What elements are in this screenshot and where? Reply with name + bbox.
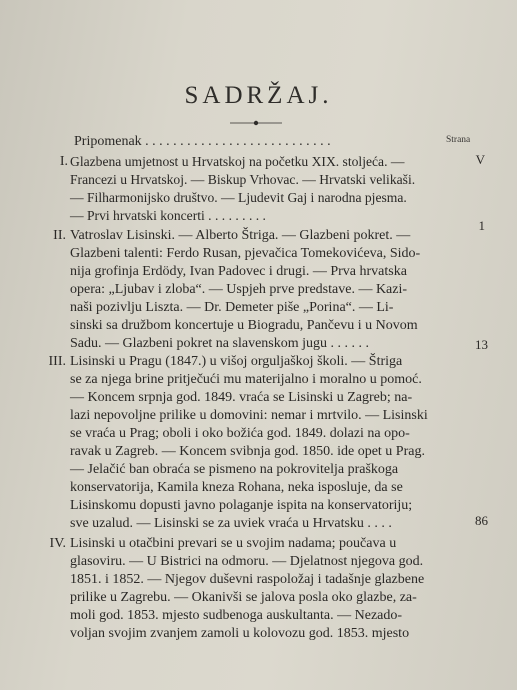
chapter-line: Lisinski u otačbini prevari se u svojim nadama; poučava u [70, 536, 397, 551]
chapter-line: sinski sa družbom koncertuje u Biogradu, Pančevu i u Novom [70, 318, 418, 333]
chapter-line: sve uzalud. — Lisinski se za uviek vraća u Hrvatsku . . . . [70, 516, 392, 531]
chapter-line: Lisinskomu dopusti javno polaganje ispita na konservatoriju; [70, 498, 413, 513]
chapter-line: naši pozivlju Liszta. — Dr. Demeter piše „Porina“. — Li- [70, 300, 394, 315]
chapter-line: — Koncem srpnja god. 1849. vraća se Lisinski u Zagreb; na- [70, 390, 413, 405]
chapter-line: ravak u Zagreb. — Koncem svibnja god. 1850. ide opet u Prag. [70, 444, 425, 459]
chapter-number: III. [48, 354, 66, 369]
page-title: SADRŽAJ. [184, 82, 333, 109]
chapter-line: nija grofinja Erdödy, Ivan Padovec i drugi. — Prva hrvatska [70, 264, 407, 279]
chapter-line: voljan svojim zvanjem zamoli u kolovozu god. 1853. mjesto [70, 626, 410, 641]
chapter-line: Glazbena umjetnost u Hrvatskoj na početku XIX. stoljeća. — [70, 154, 405, 169]
chapter-line: konservatorija, Kamila kneza Rohana, neka isposluje, da se [70, 480, 403, 495]
chapter-number: I. [59, 154, 68, 169]
chapter-line: — Prvi hrvatski koncerti . . . . . . . . . [70, 208, 266, 223]
chapter-line: se vraća u Prag; oboli i oko božića god. 1849. dolazi na opo- [70, 426, 410, 441]
chapter-line: opera: „Ljubav i zloba“. — Uspjeh prve predstave. — Kazi- [70, 282, 408, 297]
chapter-line: se za njega brine pritječući mu materijalno i moralno u pomoć. [70, 372, 422, 387]
chapter-line: Lisinski u Pragu (1847.) u višoj orguljaškoj školi. — Štriga [70, 354, 403, 369]
chapter-line: Sadu. — Glazbeni pokret na slavenskom jugu . . . . . . [70, 336, 370, 351]
chapter-page: 1 [478, 218, 485, 233]
preface-page: V [475, 152, 485, 167]
chapter-line: lazi nepovoljne prilike u domovini: nemar i mrtvilo. — Lisinski [70, 408, 428, 423]
chapter-line: glasoviru. — U Bistrici na odmoru. — Djelatnost njegova god. [70, 554, 424, 569]
ornament-divider [230, 120, 282, 126]
chapter-line: 1851. i 1852. — Njegov duševni raspoložaj i tadašnje glazbene [70, 572, 425, 587]
chapter-number: II. [53, 228, 66, 243]
chapter-page: 13 [475, 337, 488, 352]
chapter-line: Francezi u Hrvatskoj. — Biskup Vrhovac. — Hrvatski velikaši. [70, 172, 416, 187]
chapter-page: 86 [475, 513, 488, 528]
chapter-line: prilike u Zagrebu. — Okanivši se jalova posla oko glazbe, za- [70, 590, 417, 605]
chapter-line: — Jelačić ban obraća se pismeno na pokrovitelja praškoga [70, 462, 399, 477]
chapter-number: IV. [49, 536, 66, 551]
chapter-line: Vatroslav Lisinski. — Alberto Štriga. — Glazbeni pokret. — [70, 228, 411, 243]
preface-label: Pripomenak . . . . . . . . . . . . . . . . . . . . . . . . . . . [74, 134, 331, 149]
chapter-line: — Filharmonijsko društvo. — Ljudevit Gaj i narodna pjesma. [70, 190, 407, 205]
chapter-line: Glazbeni talenti: Ferdo Rusan, pjevačica Tomekovićeva, Sido- [70, 246, 421, 261]
page-column-label: Strana [446, 135, 471, 145]
chapter-line: moli god. 1853. mjesto sudbenoga auskultanta. — Nezado- [70, 608, 403, 623]
